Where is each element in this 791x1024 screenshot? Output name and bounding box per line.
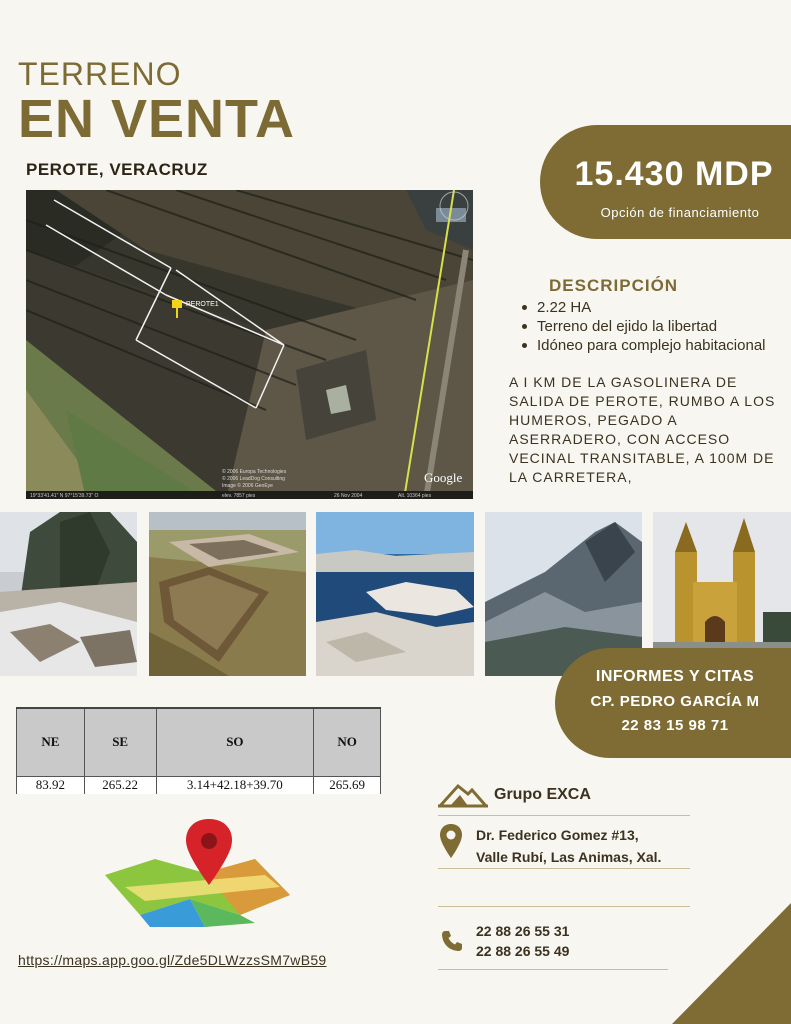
phone-number-1: 22 88 26 55 31 <box>476 923 570 939</box>
title-terreno: TERRENO <box>18 56 182 92</box>
photo-fortress <box>149 512 306 676</box>
bounds-table <box>16 707 381 794</box>
decorative-corner-triangle <box>672 903 791 1024</box>
date-readout: 26 Nov 2004 <box>334 493 363 499</box>
photo-lake-rocks <box>316 512 474 676</box>
table-header-row <box>17 708 381 776</box>
company-name: Grupo EXCA <box>494 786 591 803</box>
address-line-2: Valle Rubí, Las Animas, Xal. <box>476 849 662 865</box>
google-watermark: Google <box>424 470 463 485</box>
contact-name: CP. PEDRO GARCÍA M <box>590 693 760 710</box>
address-line-1: Dr. Federico Gomez #13, <box>476 827 639 843</box>
header-ne: NE <box>17 708 85 776</box>
contact-badge <box>555 648 791 758</box>
description-item: Idóneo para complejo habitacional <box>519 336 781 355</box>
description-title: DESCRIPCIÓN <box>549 276 679 295</box>
location-label: PEROTE, VERACRUZ <box>26 160 208 179</box>
description-text: A I KM DE LA GASOLINERA DE SALIDA DE PEROTE, RUMBO A LOS HUMEROS, PEGADO A ASERRADERO, CON ACCESO VECINAL TRANSITABLE, A 100M DE LA CARRETERA, <box>509 374 776 485</box>
divider <box>438 969 668 970</box>
cell-no: 265.69 <box>314 776 381 794</box>
company-address <box>476 824 696 868</box>
description-list <box>519 298 781 355</box>
divider <box>438 815 690 816</box>
header-se: SE <box>84 708 156 776</box>
description-item: Terreno del ejido la libertad <box>519 317 781 336</box>
cell-so: 3.14+42.18+39.70 <box>156 776 314 794</box>
elevation-readout: elev. 7857 pies <box>222 493 256 499</box>
credit-2: © 2006 LeadDog Consulting <box>222 476 285 482</box>
price-value: 15.430 MDP <box>574 155 774 193</box>
phone-icon <box>440 929 464 953</box>
marker-label: PEROTE1 <box>186 301 219 308</box>
company-phones <box>476 921 569 961</box>
photo-snowy-forest <box>0 512 137 676</box>
divider <box>438 868 690 869</box>
house-logo-icon <box>438 780 488 808</box>
folded-map-icon <box>105 815 295 927</box>
price-badge <box>540 125 791 239</box>
credit-1: © 2006 Europa Technologies <box>222 469 287 475</box>
eye-alt-readout: Alt. 10364 pies <box>398 493 432 499</box>
credit-3: Image © 2006 GeoEye <box>222 483 273 489</box>
description-item: 2.22 HA <box>519 298 781 317</box>
coords-readout: 19°33'41.41" N 97°15'39.73" O <box>30 493 99 499</box>
cell-se: 265.22 <box>84 776 156 794</box>
satellite-map-graphic <box>26 190 473 499</box>
cell-ne: 83.92 <box>17 776 85 794</box>
title-en-venta: EN VENTA <box>18 89 296 149</box>
header-so: SO <box>156 708 314 776</box>
divider <box>438 906 690 907</box>
satellite-map-image <box>26 190 473 499</box>
location-pin-icon <box>440 824 462 858</box>
map-link[interactable]: https://maps.app.goo.gl/Zde5DLWzzsSM7wB59 <box>18 952 327 968</box>
header-no: NO <box>314 708 381 776</box>
phone-number-2: 22 88 26 55 49 <box>476 943 570 959</box>
table-row <box>17 776 381 794</box>
financing-note: Opción de financiamiento <box>600 205 760 220</box>
contact-phone: 22 83 15 98 71 <box>621 717 729 734</box>
contact-title: INFORMES Y CITAS <box>595 668 755 685</box>
